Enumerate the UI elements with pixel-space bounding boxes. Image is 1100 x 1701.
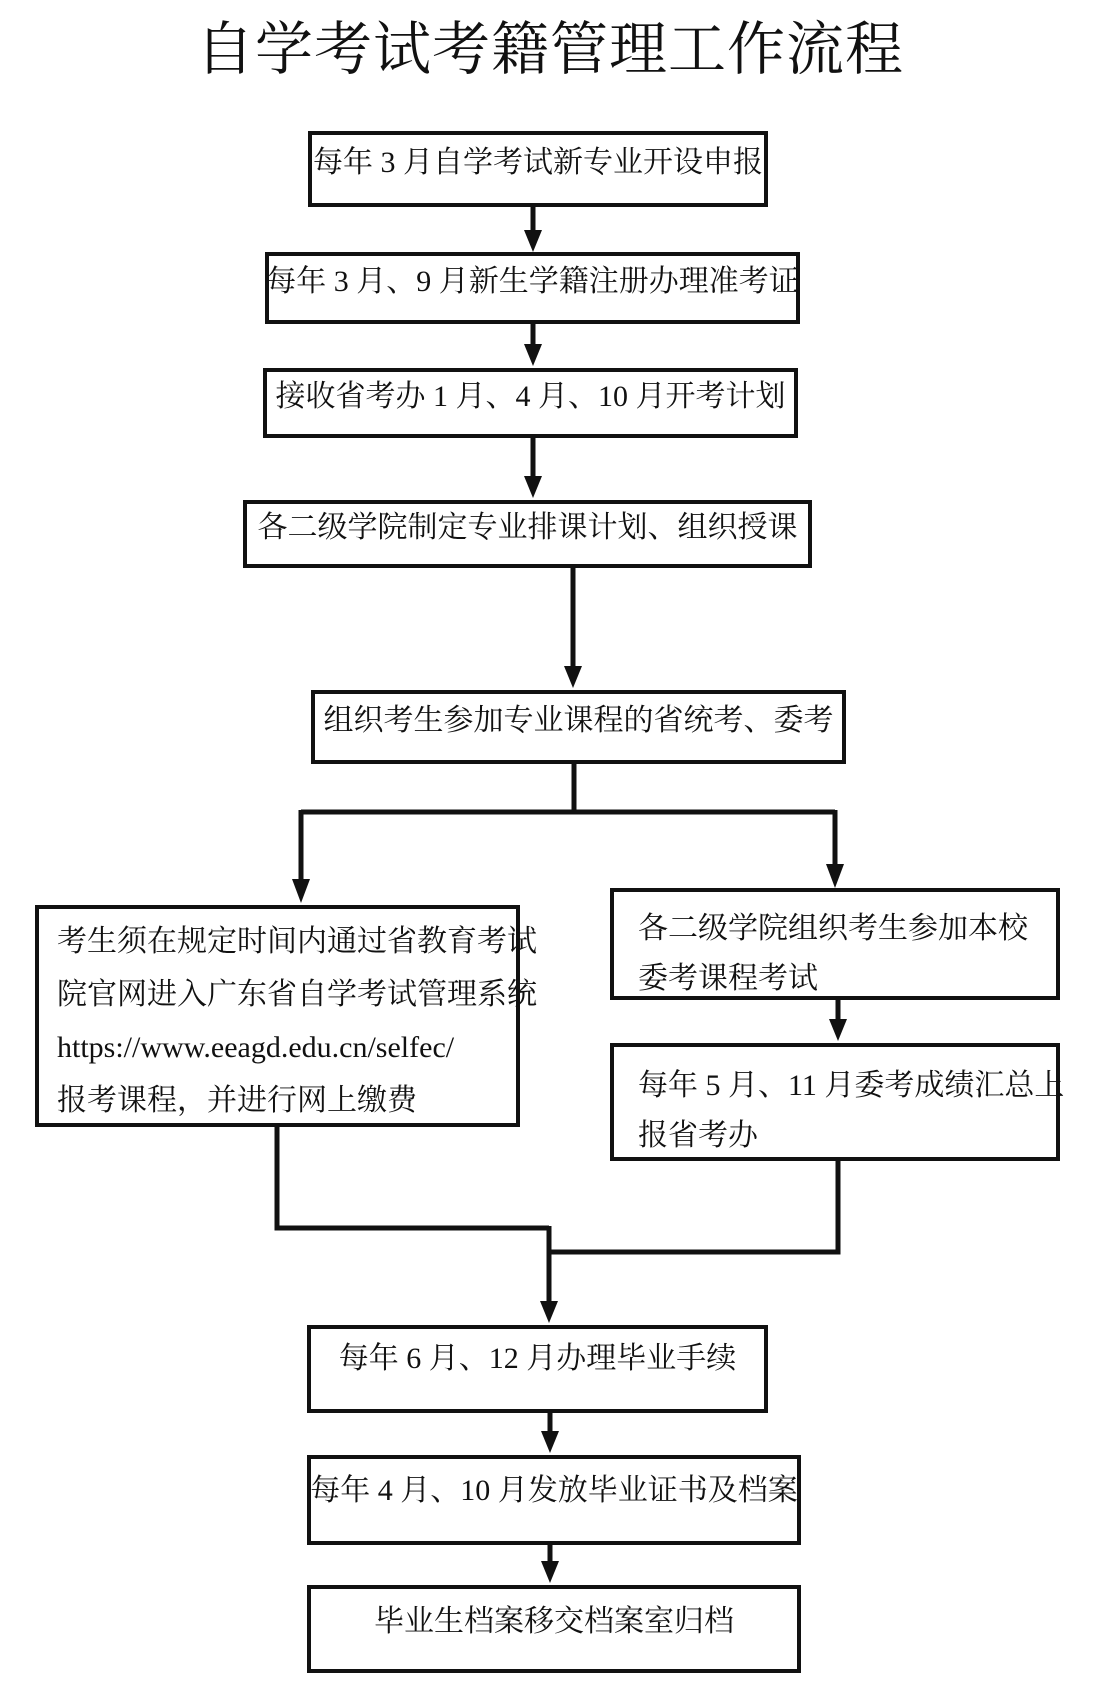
branch-right-box-2-line-1: 每年 5 月、11 月委考成绩汇总上 [638,1069,1065,1102]
branch-left-line-1: 考生须在规定时间内通过省教育考试 [57,925,537,958]
arrowhead-branch-right2 [829,1019,847,1041]
flow-step-7 [307,1455,801,1545]
flow-step-4 [243,500,812,568]
arrowhead-step3 [524,344,542,366]
arrowhead-branch-left [292,879,310,903]
flow-step-7-label: 每年 4 月、10 月发放毕业证书及档案 [310,1474,798,1508]
branch-left-line-2: 院官网进入广东省自学考试管理系统 [57,978,537,1011]
flow-step-3 [263,368,798,438]
flow-step-8-label: 毕业生档案移交档案室归档 [374,1605,734,1639]
flow-step-3-label: 接收省考办 1 月、4 月、10 月开考计划 [275,380,786,414]
flow-step-6-label: 每年 6 月、12 月办理毕业手续 [338,1342,737,1376]
flow-step-1 [308,131,768,207]
branch-right-box-2 [610,1043,1065,1161]
arrowhead-branch-right1 [826,864,844,888]
arrowhead-step7 [541,1431,559,1453]
branch-right-box-2-line-2: 报省考办 [638,1119,758,1152]
flow-step-4-label: 各二级学院制定专业排课计划、组织授课 [257,511,798,545]
flow-step-1-label: 每年 3 月自学考试新专业开设申报 [313,146,763,180]
branch-right-box-1-line-1: 各二级学院组织考生参加本校 [638,912,1028,945]
arrowhead-step8 [541,1561,559,1583]
flow-step-2 [265,252,800,324]
page-title: 自学考试考籍管理工作流程 [195,17,904,82]
arrowhead-step6 [540,1301,558,1323]
connector-merge-left [277,1127,549,1228]
arrowhead-step5 [564,666,582,688]
flow-step-5 [311,690,846,764]
arrowhead-step2 [524,230,542,252]
arrowhead-step4 [524,476,542,498]
connector-merge-right [551,1161,838,1252]
branch-right-box-1-line-2: 委考课程考试 [638,962,818,995]
flow-step-2-label: 每年 3 月、9 月新生学籍注册办理准考证 [266,265,799,299]
branch-left-url: https://www.eeagd.edu.cn/selfec/ [57,1031,455,1064]
branch-right-box-1 [610,888,1060,1000]
branch-left-line-4: 报考课程，并进行网上缴费 [57,1084,417,1117]
flow-step-8 [307,1585,801,1673]
flow-step-5-label: 组织考生参加专业课程的省统考、委考 [323,704,834,738]
branch-left-box [35,905,537,1127]
flow-step-6 [307,1325,768,1413]
